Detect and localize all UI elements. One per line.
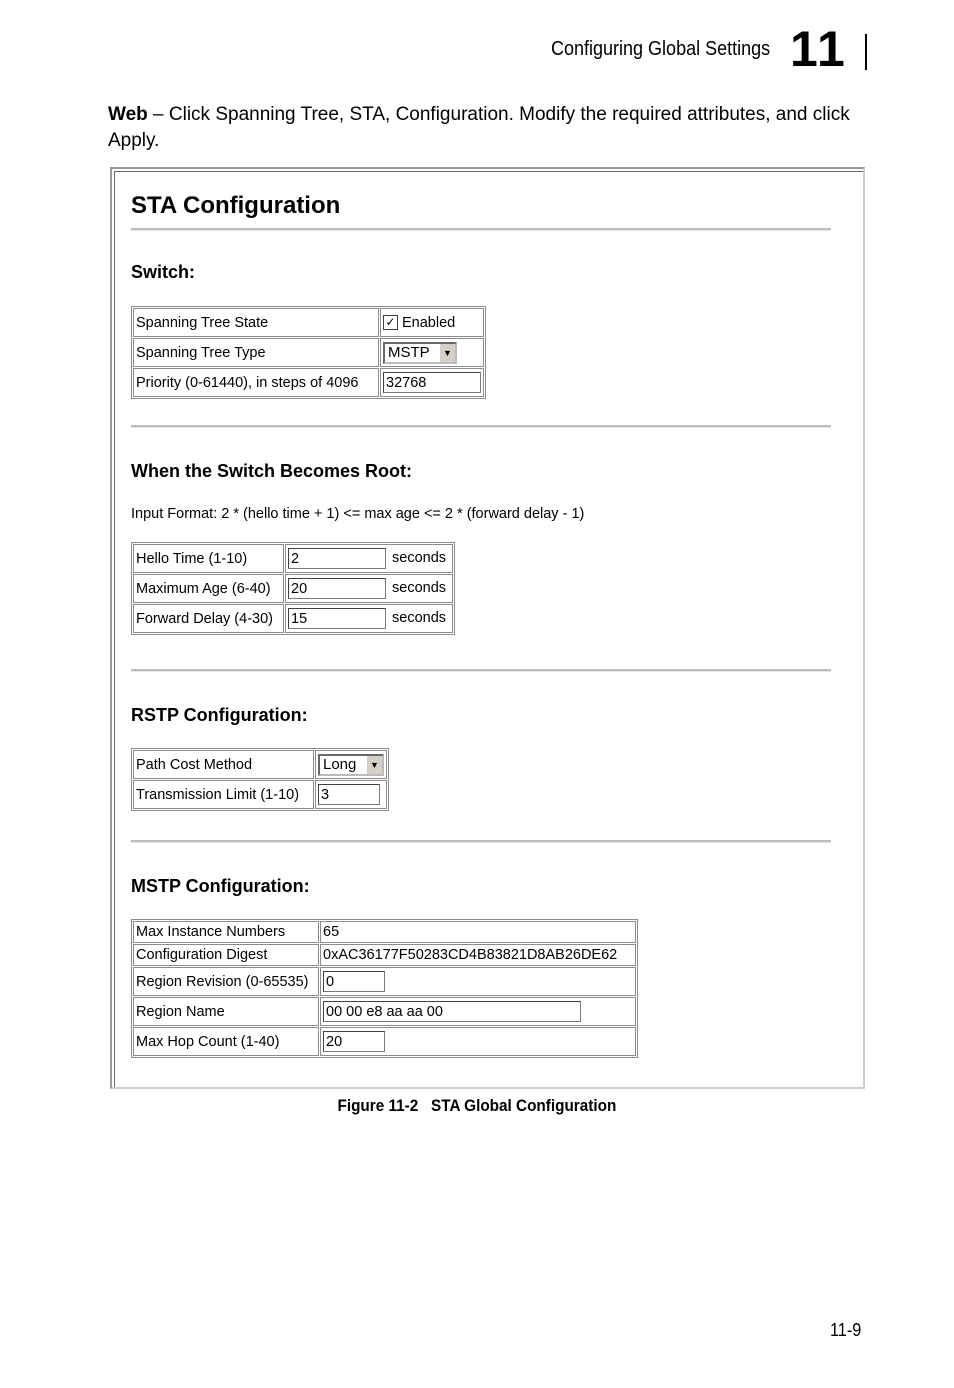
divider — [131, 425, 831, 428]
enabled-label: Enabled — [402, 314, 456, 331]
table-row — [133, 368, 484, 397]
input-format-note: Input Format: 2 * (hello time + 1) <= max age <= 2 * (forward delay - 1) — [131, 506, 585, 522]
row-label: Spanning Tree State — [133, 308, 379, 337]
hello-time-input[interactable]: 2 — [288, 548, 386, 569]
row-value — [380, 308, 484, 337]
chapter-rule — [865, 34, 867, 70]
table-row — [133, 967, 636, 996]
select-value: Long — [323, 755, 357, 773]
mstp-table — [131, 919, 638, 1058]
table-row — [133, 921, 636, 943]
row-value — [285, 544, 453, 573]
max-hop-count-input[interactable]: 20 — [323, 1031, 385, 1052]
rstp-heading: RSTP Configuration: — [131, 705, 308, 725]
row-label: Configuration Digest — [133, 944, 319, 966]
divider — [131, 840, 831, 843]
root-table — [131, 542, 455, 635]
path-cost-method-select[interactable] — [318, 754, 384, 776]
row-value: 0xAC36177F50283CD4B83821D8AB26DE62 — [320, 944, 636, 966]
row-label: Max Hop Count (1-40) — [133, 1027, 319, 1056]
row-label: Priority (0-61440), in steps of 4096 — [133, 368, 379, 397]
unit-label: seconds — [392, 580, 447, 597]
figure-caption — [0, 1096, 954, 1116]
table-row — [133, 574, 453, 603]
max-age-input[interactable]: 20 — [288, 578, 386, 599]
enabled-checkbox[interactable]: ✓ — [383, 315, 398, 330]
chevron-down-icon[interactable]: ▼ — [366, 756, 382, 774]
row-label: Path Cost Method — [133, 750, 314, 779]
unit-label: seconds — [392, 550, 447, 567]
spanning-tree-type-select[interactable] — [383, 342, 457, 364]
intro-paragraph — [108, 102, 868, 154]
table-row — [133, 750, 387, 779]
unit-label: seconds — [392, 610, 447, 627]
row-value — [320, 1027, 636, 1056]
row-label: Hello Time (1-10) — [133, 544, 284, 573]
row-value — [315, 780, 387, 809]
region-revision-input[interactable]: 0 — [323, 971, 385, 992]
transmission-limit-input[interactable]: 3 — [318, 784, 380, 805]
intro-lead: Web — [108, 104, 148, 125]
priority-input[interactable]: 32768 — [383, 372, 481, 393]
row-value — [315, 750, 387, 779]
screenshot-frame — [110, 167, 865, 1089]
row-label: Spanning Tree Type — [133, 338, 379, 367]
screenshot-content — [114, 171, 863, 1087]
page-number: 11-9 — [830, 1320, 862, 1340]
table-row — [133, 604, 453, 633]
switch-table — [131, 306, 486, 399]
row-label: Forward Delay (4-30) — [133, 604, 284, 633]
rstp-table — [131, 748, 389, 811]
row-value — [320, 997, 636, 1026]
mstp-heading: MSTP Configuration: — [131, 876, 310, 896]
divider — [131, 669, 831, 672]
row-value — [320, 967, 636, 996]
row-value — [380, 368, 484, 397]
row-label: Max Instance Numbers — [133, 921, 319, 943]
table-row — [133, 338, 484, 367]
table-row — [133, 308, 484, 337]
running-header-title: Configuring Global Settings — [551, 38, 771, 60]
table-row — [133, 544, 453, 573]
row-label: Region Revision (0-65535) — [133, 967, 319, 996]
row-value — [285, 574, 453, 603]
row-value — [380, 338, 484, 367]
table-row — [133, 1027, 636, 1056]
intro-text: – Click Spanning Tree, STA, Configuration. Modify the required attributes, and click Apply. — [108, 104, 850, 151]
row-value: 65 — [320, 921, 636, 943]
table-row — [133, 997, 636, 1026]
chapter-number: 11 — [790, 21, 847, 77]
switch-heading: Switch: — [131, 262, 196, 282]
row-label: Transmission Limit (1-10) — [133, 780, 314, 809]
table-row — [133, 944, 636, 966]
table-row — [133, 780, 387, 809]
figure-caption-text: Figure 11-2 STA Global Configuration — [337, 1096, 617, 1115]
row-value — [285, 604, 453, 633]
row-label: Maximum Age (6-40) — [133, 574, 284, 603]
select-value: MSTP — [388, 343, 430, 361]
region-name-input[interactable]: 00 00 e8 aa aa 00 — [323, 1001, 581, 1022]
divider — [131, 228, 831, 231]
forward-delay-input[interactable]: 15 — [288, 608, 386, 629]
chevron-down-icon[interactable]: ▼ — [439, 344, 455, 362]
root-heading: When the Switch Becomes Root: — [131, 461, 413, 481]
page-title: STA Configuration — [131, 192, 341, 219]
row-label: Region Name — [133, 997, 319, 1026]
